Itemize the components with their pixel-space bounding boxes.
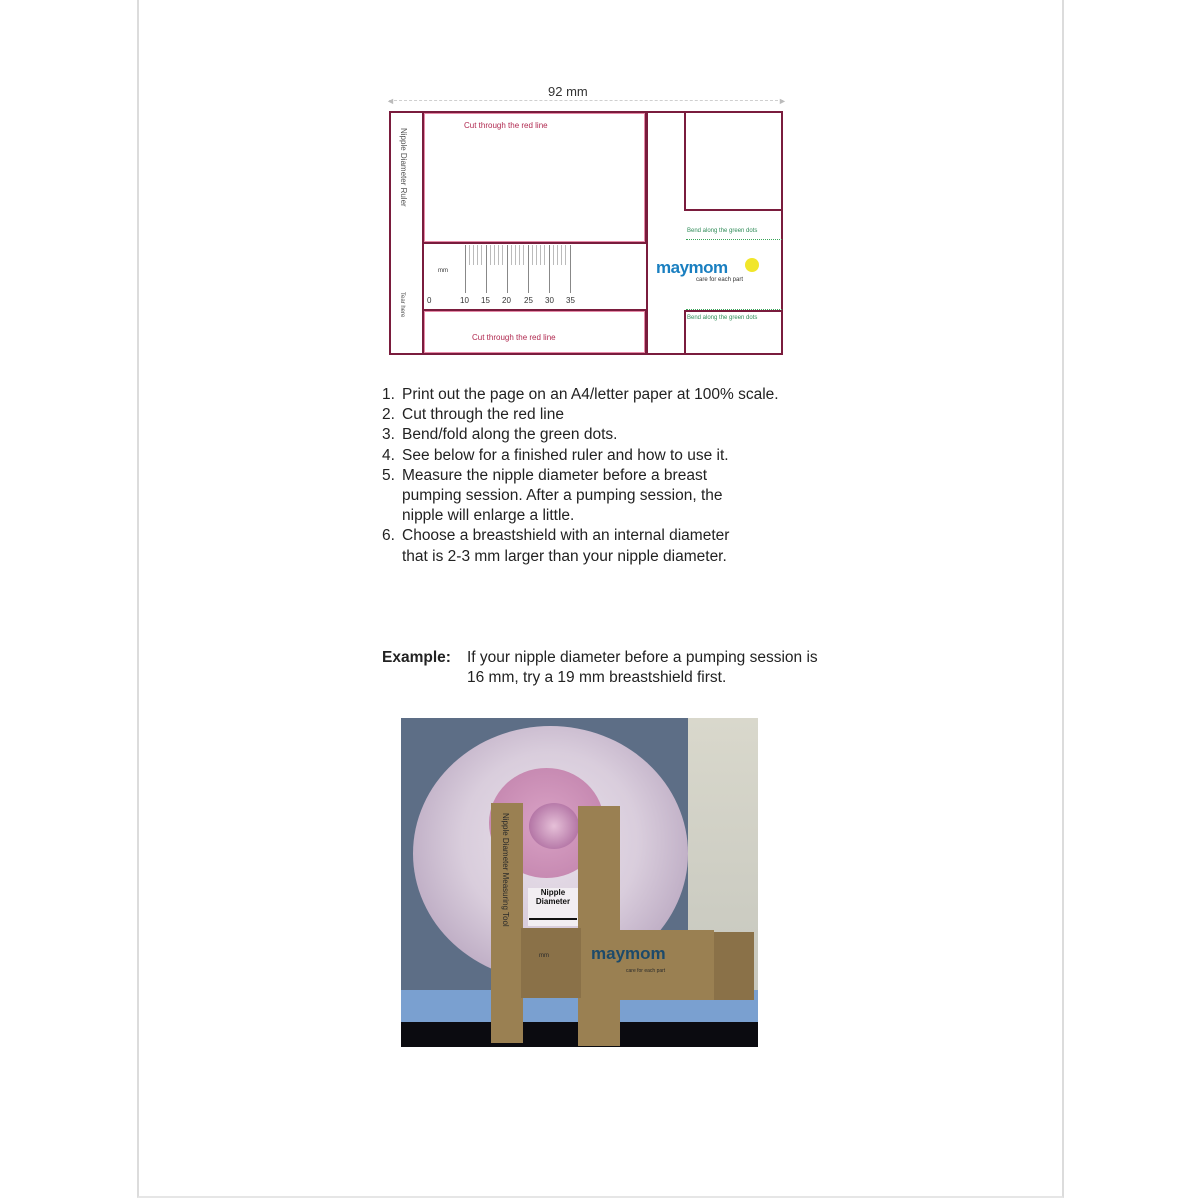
scale-label: 0	[427, 296, 432, 305]
fold-dots-top	[686, 239, 782, 240]
fold-instruction-top: Bend along the green dots	[687, 228, 758, 234]
cut-divider-middle	[646, 111, 648, 355]
photo-logo-tagline: care for each part	[626, 968, 666, 974]
scale-label: 30	[545, 296, 554, 305]
width-dimension-label: 92 mm	[548, 84, 588, 99]
example-label: Example:	[382, 649, 451, 666]
unit-label: mm	[438, 268, 448, 274]
tear-label: Tear here	[399, 292, 405, 318]
arrow-left-icon: ◄	[386, 96, 395, 106]
ruler-side-label: Nipple Diameter Ruler	[399, 128, 408, 207]
ruler-body	[619, 930, 714, 1000]
example-photo	[401, 718, 758, 1047]
ruler-tab	[714, 932, 754, 1000]
instruction-item: 6. Choose a breastshield with an internal diameter that is 2-3 mm larger than your nipple diameter.	[382, 527, 730, 565]
cut-box-top	[422, 111, 647, 244]
cut-box-bottom	[422, 309, 647, 355]
cut-box-right-top	[684, 111, 783, 211]
ruler-scale-area	[521, 928, 581, 998]
instruction-item: 4. See below for a finished ruler and how to use it.	[382, 446, 729, 464]
arrow-right-icon: ►	[778, 96, 787, 106]
instruction-item: 3. Bend/fold along the green dots.	[382, 426, 618, 444]
cut-instruction-bottom: Cut through the red line	[472, 333, 556, 342]
scale-label: 10	[460, 296, 469, 305]
scale-label: 25	[524, 296, 533, 305]
instruction-item: 5. Measure the nipple diameter before a breast pumping session. After a pumping session, the nipple will enlarge a little.	[382, 466, 723, 525]
photo-maymom-logo: maymom	[591, 944, 666, 963]
cut-instruction-top: Cut through the red line	[464, 121, 548, 130]
scale-label: 35	[566, 296, 575, 305]
instruction-item: 2. Cut through the red line	[382, 406, 564, 424]
flower-icon	[745, 258, 759, 272]
logo-tagline: care for each part	[696, 277, 744, 283]
fold-dots-bottom	[686, 309, 782, 310]
double-arrow-icon	[529, 918, 577, 920]
dimension-line	[389, 100, 783, 101]
ruler-arm-right	[578, 806, 620, 1046]
instruction-item: 1. Print out the page on an A4/letter paper at 100% scale.	[382, 386, 779, 403]
nipple-diameter-callout: Nipple Diameter	[528, 888, 578, 926]
photo-unit-label: mm	[539, 953, 549, 959]
scale-label: 20	[502, 296, 511, 305]
fold-instruction-bottom: Bend along the green dots	[687, 315, 758, 321]
instruction-list	[382, 385, 779, 567]
scale-label: 15	[481, 296, 490, 305]
maymom-logo: maymom	[656, 258, 728, 277]
photo-ruler-text: Nipple Diameter Measuring Tool	[501, 813, 510, 927]
example-text: If your nipple diameter before a pumping session is 16 mm, try a 19 mm breastshield first.	[467, 649, 818, 687]
